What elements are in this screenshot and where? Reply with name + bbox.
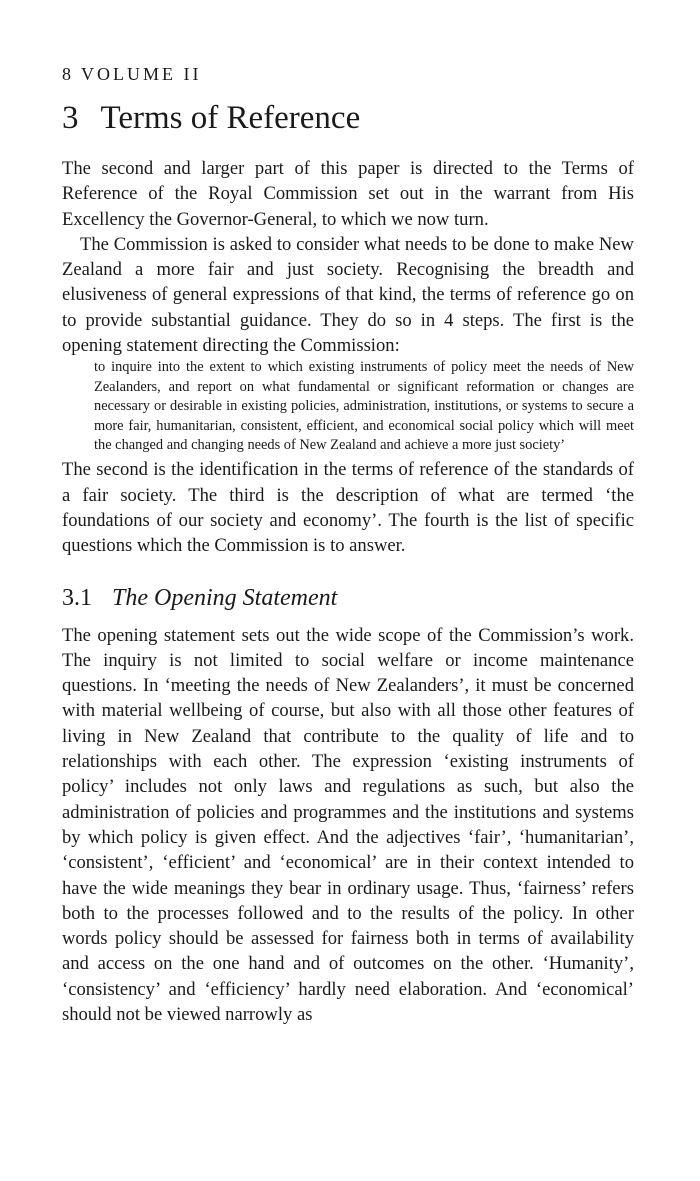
page-number: 8: [62, 64, 71, 84]
volume-label: VOLUME II: [81, 64, 202, 84]
section-heading: [62, 583, 634, 613]
chapter-title: Terms of Reference: [100, 100, 361, 136]
block-quote: to inquire into the extent to which existing instruments of policy meet the needs of New Zealanders, and report on what fundamental or significant reformation or changes are necessary or desirable in existing policies, administration, institutions, or systems to secure a more fair, humanitarian, consistent, efficient, and economical social policy which will meet the changed and changing needs of New Zealand and achieve a more just society’: [94, 359, 634, 453]
section-title: The Opening Statement: [112, 584, 338, 611]
section-number: 3.1: [62, 584, 92, 611]
paragraph: The opening statement sets out the wide scope of the Commission’s work. The inquiry is not limited to social welfare or income maintenance questions. In ‘meeting the needs of New Zealanders’, it must be concerned with material wellbeing of course, but also with all those other features of living in New Zealand that contribute to the quality of life and to relationships with each other. The expression ‘existing instruments of policy’ includes not only laws and regulations as such, but also the administration of policies and programmes and the institutions and systems by which policy is given effect. And the adjectives ‘fair’, ‘humanitarian’, ‘consistent’, ‘efficient’ and ‘economical’ are in their context intended to have the wide meanings they bear in ordinary usage. Thus, ‘fairness’ refers both to the processes followed and to the results of the policy. In other words policy should be assessed for fairness both in terms of availability and access on the one hand and of outcomes on the other. ‘Humanity’, ‘consistency’ and ‘efficiency’ hardly need elaboration. And ‘economical’ should not be viewed narrowly as: [62, 624, 634, 1026]
paragraph: The second and larger part of this paper is directed to the Terms of Reference of the Royal Commission set out in the warrant from His Excellency the Governor-General, to which we now turn.: [62, 158, 634, 230]
running-head: [62, 62, 634, 86]
paragraph: The Commission is asked to consider what needs to be done to make New Zealand a more fair and just society. Recognising the breadth and elusiveness of general expressions of that kind, the terms of reference go on to provide substantial guidance. They do so in 4 steps. The first is the opening statement directing the Commission:: [62, 233, 634, 357]
document-page: [62, 62, 634, 1027]
paragraph: The second is the identification in the terms of reference of the standards of a fair society. The third is the description of what are termed ‘the foundations of our society and economy’. The fourth is the list of specific questions which the Commission is to answer.: [62, 459, 634, 557]
chapter-heading: [62, 98, 634, 138]
chapter-number: 3: [62, 100, 79, 136]
